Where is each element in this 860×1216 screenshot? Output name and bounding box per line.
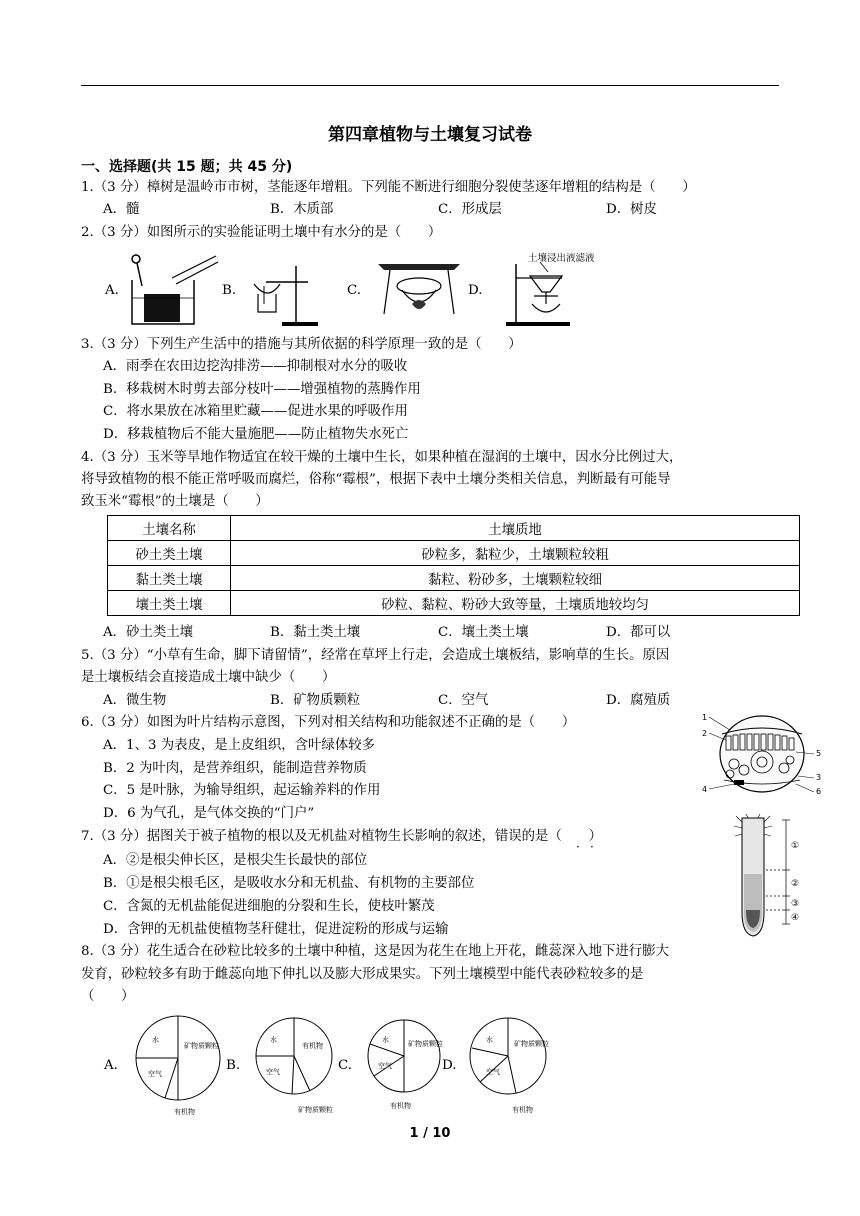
q3-stem: 3.（3 分）下列生产生活中的措施与其所依据的科学原理一致的是（ ） [81,337,522,352]
pie-d-organic: 有机物 [512,1106,533,1114]
header-rule [81,85,779,86]
q7-option-c: C．含氮的无机盐能促进细胞的分裂和生长，使枝叶繁茂 [103,899,435,914]
q6-fig-label-2: 2 [702,729,708,738]
q4-stem-line-1: 4.（3 分）玉米等旱地作物适宜在较干燥的土壤中生长，如果种植在湿润的土壤中，因水分比例过大， [81,450,683,465]
q1-option-d: D．树皮 [606,202,657,217]
table-header-cell: 土壤名称 [108,516,231,541]
q8-label-b: B. [226,1058,241,1073]
table-cell: 砂粒多，黏粒少，土壤颗粒较粗 [231,541,800,566]
pie-c-organic: 有机物 [390,1102,411,1110]
table-header-row [108,516,800,541]
pie-d-water: 水 [486,1036,493,1044]
q8-pie-a [132,1010,228,1118]
table-row [108,591,800,616]
q1-options [103,201,783,219]
q5-stem-line-1: 5.（3 分）“小草有生命，脚下请留情”，经常在草坪上行走，会造成土壤板结，影响草的生长。原因 [81,648,670,663]
table-row [108,541,800,566]
emphasis-dot: · [590,840,594,854]
pie-b-water: 水 [270,1036,277,1044]
q6-option-b: B．2 为叶肉，是营养组织，能制造营养物质 [103,761,367,776]
q4-option-a: A．砂土类土壤 [103,625,194,640]
page-title: 第四章植物与土壤复习试卷 [328,125,532,145]
q2-figure-b [244,262,324,328]
pie-a-mineral: 矿物质颗粒 [184,1042,219,1050]
q1-option-a: A．髓 [103,202,140,217]
q6-fig-label-6: 6 [816,787,822,796]
q2-stem: 2.（3 分）如图所示的实验能证明土壤中有水分的是（ ） [81,225,442,240]
table-cell: 砂粒、黏粒、粉砂大致等量，土壤质地较均匀 [231,591,800,616]
q5-option-a: A．微生物 [103,693,167,708]
pie-d-air: 空气 [486,1068,500,1076]
pie-c-water: 水 [382,1036,389,1044]
table-cell: 壤土类土壤 [108,591,231,616]
q8-stem-line-3: （ ） [81,989,135,1004]
q6-leaf-figure [700,708,826,800]
q7-fig-label-1: ① [791,841,800,851]
q6-fig-label-1: 1 [702,713,708,722]
q2-label-a: A. [105,283,119,298]
q2-figure-c [372,256,468,322]
q7-root-tip-figure [734,814,806,940]
pie-b-air: 空气 [266,1068,280,1076]
q1-option-c: C．形成层 [438,202,502,217]
q4-stem-line-3: 致玉米“霉根”的土壤是（ ） [81,494,269,509]
pie-a-organic: 有机物 [174,1108,195,1116]
pie-b-organic: 有机物 [302,1042,323,1050]
q4-options [103,624,783,642]
q7-fig-label-3: ③ [791,899,800,909]
q8-stem-line-2: 发育，砂粒较多有助于雌蕊向地下伸扎以及膨大形成果实。下列土壤模型中能代表砂粒较多的是 [81,967,644,982]
pie-a-air: 空气 [148,1070,162,1078]
q1-option-b: B．木质部 [270,202,334,217]
q3-option-c: C．将水果放在冰箱里贮藏——促进水果的呼吸作用 [103,404,408,419]
q5-stem-line-2: 是土壤板结会直接造成土壤中缺少（ ） [81,670,336,685]
q6-fig-label-4: 4 [702,785,708,794]
q4-option-d: D．都可以 [606,625,671,640]
table-cell: 砂土类土壤 [108,541,231,566]
section-heading: 一、选择题(共 15 题；共 45 分) [81,159,293,175]
q2-label-d: D. [468,283,483,298]
q6-option-a: A．1、3 为表皮，是上皮组织，含叶绿体较多 [103,738,375,753]
pie-c-mineral: 矿物质颗粒 [408,1040,443,1048]
q8-stem-line-1: 8.（3 分）花生适合在砂粒比较多的土壤中种植，这是因为花生在地上开花，雌蕊深入地下进行膨大 [81,944,669,959]
q7-fig-label-2: ② [791,879,800,889]
q6-fig-label-5: 5 [816,749,822,758]
q7-stem: 7.（3 分）据图关于被子植物的根以及无机盐对植物生长影响的叙述，错误的是（ ） [81,829,603,844]
q1-stem: 1.（3 分）樟树是温岭市市树，茎能逐年增粗。下列能不断进行细胞分裂使茎逐年增粗的结构是（ ） [81,180,696,195]
table-row [108,566,800,591]
q5-option-b: B．矿物质颗粒 [270,693,361,708]
q7-fig-label-4: ④ [791,913,800,923]
q2-figure-d-caption: 土壤浸出液滤液 [528,253,595,264]
q8-pie-d [466,1012,556,1116]
q6-fig-label-3: 3 [816,773,822,782]
q3-option-d: D．移栽植物后不能大量施肥——防止植物失水死亡 [103,427,409,442]
q2-figure-a [124,250,220,330]
q4-stem-line-2: 将导致植物的根不能正常呼吸而腐烂，俗称“霉根”，根据下表中土壤分类相关信息，判断最有可能导 [81,472,671,487]
q2-label-c: C. [347,283,362,298]
q4-option-c: C．壤土类土壤 [438,625,529,640]
q5-option-d: D．腐殖质 [606,693,671,708]
soil-table [107,515,800,616]
q8-pie-c [364,1014,448,1114]
q8-label-c: C. [338,1058,353,1073]
pie-d-mineral: 矿物质颗粒 [514,1040,549,1048]
pie-c-air: 空气 [378,1062,392,1070]
q7-option-a: A．②是根尖伸长区，是根尖生长最快的部位 [103,853,368,868]
q8-label-a: A. [104,1058,118,1073]
q6-option-c: C．5 是叶脉，为输导组织，起运输养料的作用 [103,783,381,798]
q7-option-b: B．①是根尖根毛区，是吸收水分和无机盐、有机物的主要部位 [103,876,475,891]
q2-label-b: B. [222,283,237,298]
q5-option-c: C．空气 [438,693,489,708]
q2-figure-d [492,250,602,330]
table-header-cell: 土壤质地 [231,516,800,541]
q3-option-b: B．移栽树木时剪去部分枝叶——增强植物的蒸腾作用 [103,382,421,397]
q5-options [103,692,783,710]
q3-option-a: A．雨季在农田边挖沟排涝——抑制根对水分的吸收 [103,359,408,374]
table-cell: 黏粒、粉砂多，土壤颗粒较细 [231,566,800,591]
page-number: 1 / 10 [409,1126,451,1141]
q6-option-d: D．6 为气孔，是气体交换的“门户” [103,806,315,821]
pie-b-mineral: 矿物质颗粒 [298,1106,333,1114]
q7-option-d: D．含钾的无机盐使植物茎秆健壮，促进淀粉的形成与运输 [103,922,449,937]
pie-a-water: 水 [152,1036,159,1044]
q8-label-d: D. [442,1058,457,1073]
q8-pie-b [252,1012,342,1116]
table-cell: 黏土类土壤 [108,566,231,591]
q4-option-b: B．黏土类土壤 [270,625,361,640]
emphasis-dot: · [576,840,580,854]
q6-stem: 6.（3 分）如图为叶片结构示意图，下列对相关结构和功能叙述不正确的是（ ） [81,715,576,730]
